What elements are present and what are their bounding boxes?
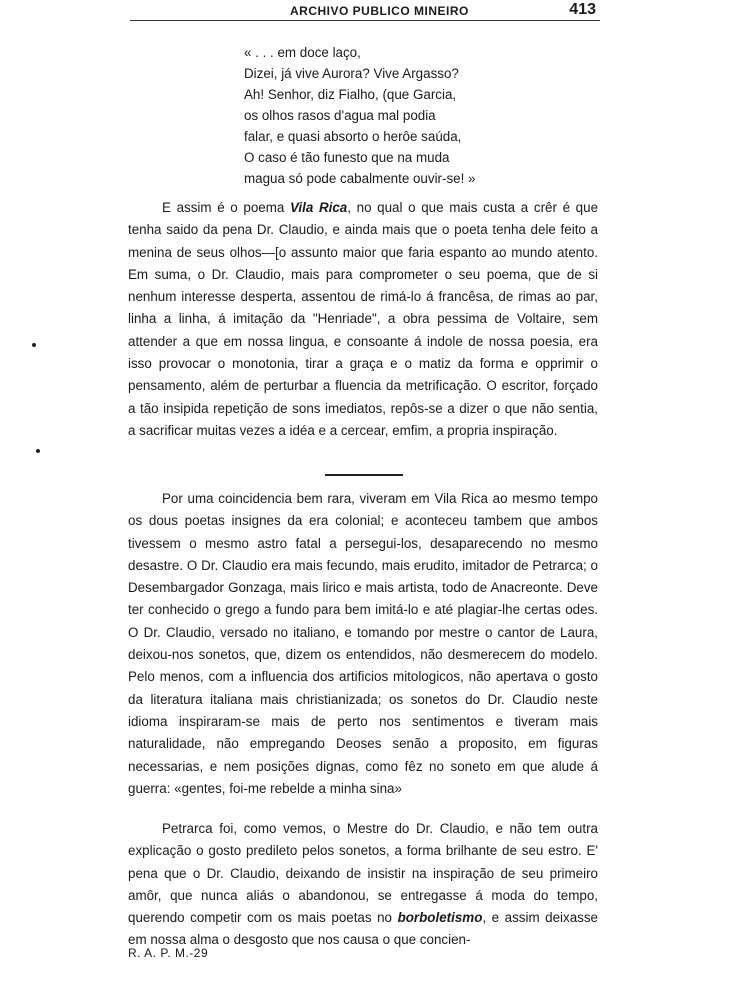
paragraph-text: Por uma coincidencia bem rara, viveram em Vila Rica ao mesmo tempo os dous poetas insignes da era colonial; e aconteceu tambem que ambos tivessem o mesmo astro fatal a persegui-los, desaparecendo no mesmo desastre. O Dr. Claudio era mais fecundo, mais erudito, imitador de Petrarca; o Desembargador Gonzaga, mais lirico e mais artista, todo de Anacreonte. Deve ter conhecido o grego a fundo para bem imitá-lo e até plagiar-lhe certas odes. O Dr. Claudio, versado no italiano, e tomando por mestre o cantor de Laura, deixou-nos sonetos, que, dizem os entendidos, não desmerecem do modelo. Pelo menos, com a influencia dos artificios mitologicos, não apertava o gosto da literatura italiana mais christianizada; os sonetos do Dr. Claudio neste idioma inspiraram-se mais de perto nos sentimentos e tiveram mais naturalidade, não empregando Deoses senão a proposito, em figuras necessarias, e nem posições dignas, como fêz no soneto em que alude á guerra: «gentes, foi-me rebelde a minha sina» [128, 491, 598, 796]
paragraph-3 [128, 818, 598, 952]
verse-line: os olhos rasos d'agua mal podia [244, 108, 436, 123]
verse-quotation [244, 42, 574, 189]
paragraph-text-start: E assim é o poema [162, 200, 290, 215]
poem-title: Vila Rica [289, 200, 348, 215]
verse-line: « . . . em doce laço, [244, 45, 361, 60]
scan-speck [32, 343, 36, 347]
paragraph-text-rest: , e assim deixasse em nossa alma o desgosto que nos causa o que concien- [128, 910, 598, 948]
verse-line: Ah! Senhor, diz Fialho, (que Garcia, [244, 87, 457, 102]
emphasized-term: borboletismo [397, 910, 483, 926]
scan-speck [36, 449, 40, 453]
verse-line: falar, e quasi absorto o herôe saúda, [244, 129, 462, 144]
verse-line: magua só pode cabalmente ouvir-se! » [244, 171, 476, 186]
section-divider [325, 474, 403, 476]
page-footer-signature: R. A. P. M.-29 [128, 946, 209, 960]
journal-title: ARCHIVO PUBLICO MINEIRO [290, 4, 469, 18]
verse-line: O caso é tão funesto que na muda [244, 150, 450, 165]
paragraph-text [128, 197, 598, 442]
verse-line: Dizei, já vive Aurora? Vive Argasso? [244, 66, 459, 81]
running-header [130, 2, 600, 21]
paragraph-text-rest: , no qual o que mais custa a crêr é que tenha saido da pena Dr. Claudio, e ainda mais que o poeta tenha dele feito a menina de seus olhos—[o assunto maior que faria espanto ao mundo atento. Em suma, o Dr. Claudio, mais para comprometer o seu poema, que de si nenhum interesse desperta, assentou de rimá-lo á francêsa, de rimas ao par, linha a linha, á imitação da "Henriade", a obra pessima de Voltaire, sem attender a que em nossa lingua, e consoante á indole de nossa poesia, era isso provocar o monotonia, tirar a graça e o matiz da forma e opprimir o pensamento, além de perturbar a fluencia da metrificação. O escritor, forçado a tão insipida repetição de sons imediatos, repôs-se a dizer o que não sentia, a sacrificar muitas vezes a idéa e a cercear, emfim, a propria inspiração. [128, 200, 599, 438]
paragraph-text [128, 818, 598, 952]
paragraph-1 [128, 197, 598, 442]
paragraph-text-start: Petrarca foi, como vemos, o Mestre do Dr. Claudio, e não tem outra explicação o gosto predileto pelos sonetos, a forma brilhante de seu estro. E' pena que o Dr. Claudio, deixando de insistir na inspiração de seu primeiro amôr, que nunca aliás o abandonou, se entregasse á moda do tempo, querendo competir com os mais poetas no [128, 821, 598, 926]
paragraph-2 [128, 488, 598, 800]
page-number: 413 [569, 1, 596, 18]
